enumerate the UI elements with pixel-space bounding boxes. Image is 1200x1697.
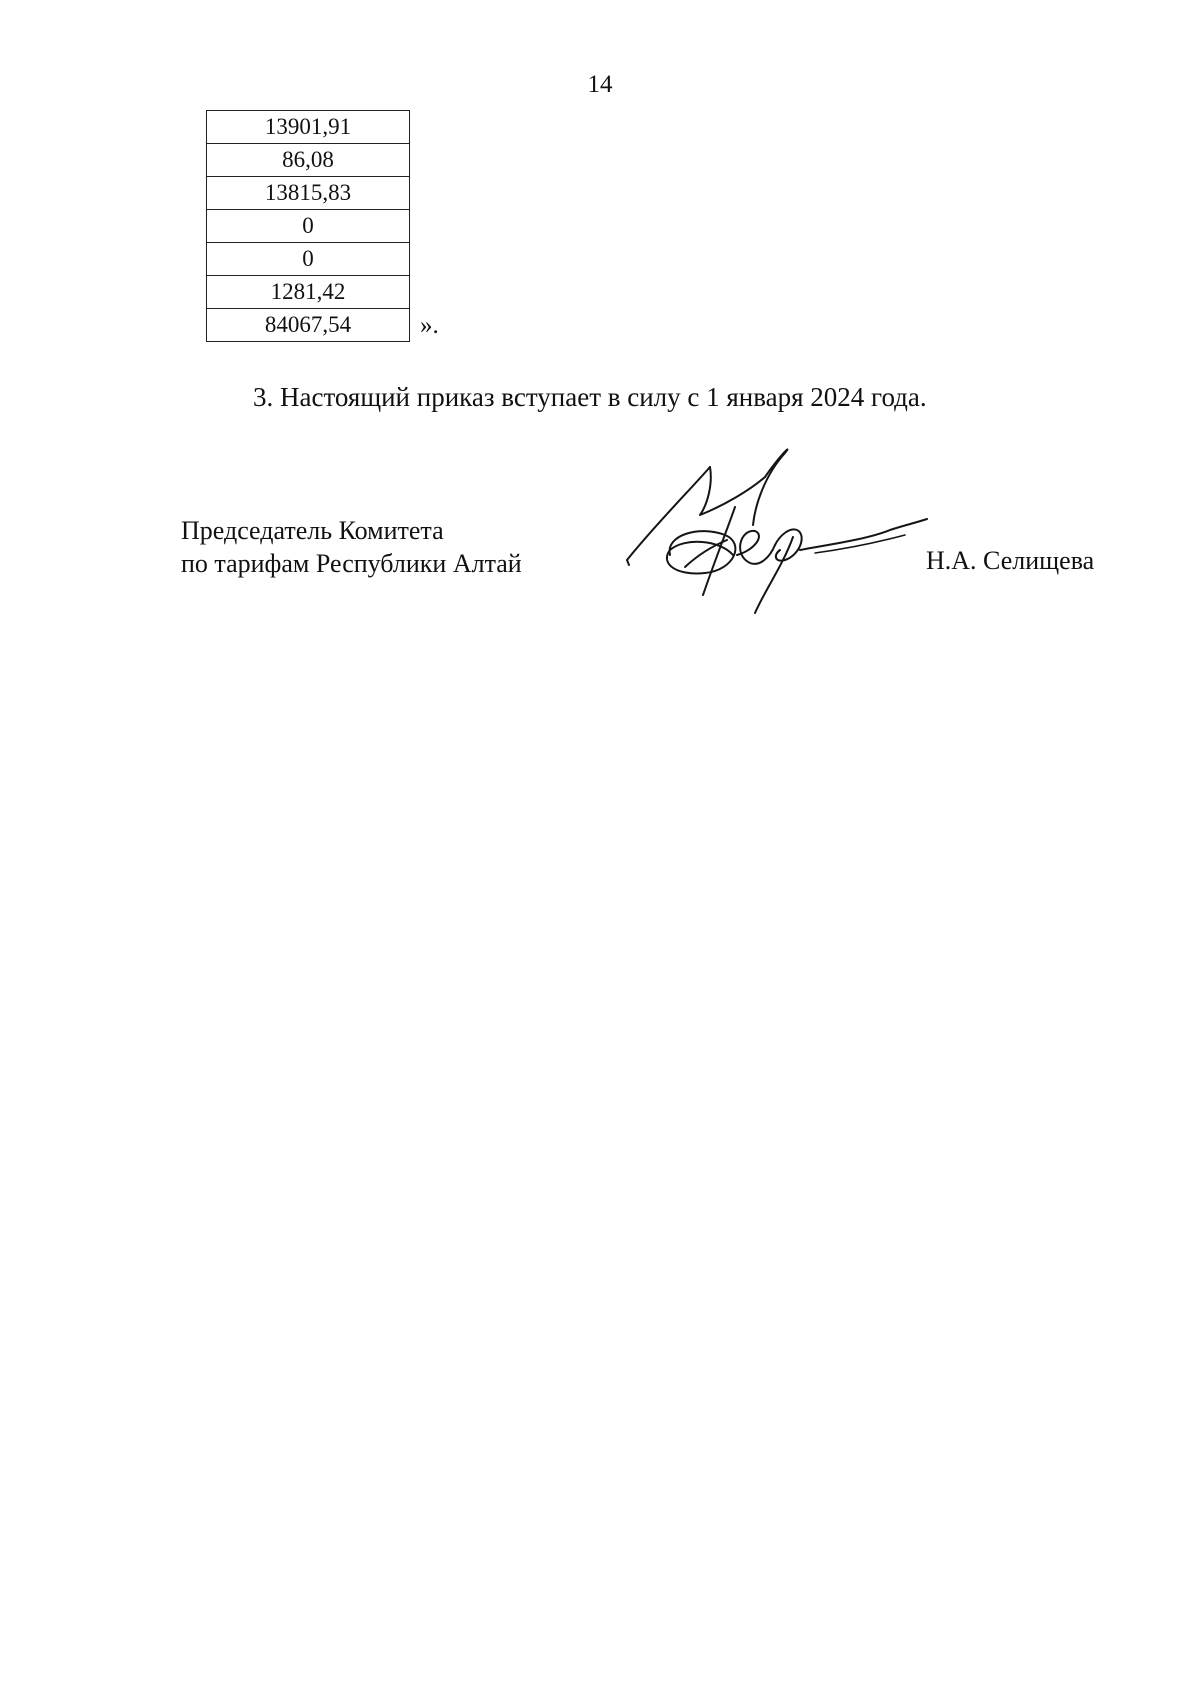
signer-title-line-2: по тарифам Республики Алтай — [181, 549, 522, 578]
table-cell: 13815,83 — [207, 177, 410, 210]
clause-effective-date: 3. Настоящий приказ вступает в силу с 1 января 2024 года. — [253, 382, 927, 412]
table-cell: 84067,54 — [207, 309, 410, 342]
closing-quote: ». — [420, 312, 439, 339]
values-table — [206, 110, 410, 342]
table-row — [207, 177, 410, 210]
signer-name: Н.А. Селищева — [926, 546, 1095, 575]
table-cell: 0 — [207, 210, 410, 243]
table-cell: 0 — [207, 243, 410, 276]
table-row — [207, 243, 410, 276]
table-row — [207, 144, 410, 177]
signer-title — [181, 514, 522, 580]
table-row — [207, 309, 410, 342]
handwritten-signature — [615, 445, 945, 615]
table-row — [207, 111, 410, 144]
table-row — [207, 276, 410, 309]
table-row — [207, 210, 410, 243]
table-cell: 1281,42 — [207, 276, 410, 309]
table-cell: 13901,91 — [207, 111, 410, 144]
page-number: 14 — [587, 71, 613, 98]
signer-title-line-1: Председатель Комитета — [181, 516, 444, 545]
table-cell: 86,08 — [207, 144, 410, 177]
